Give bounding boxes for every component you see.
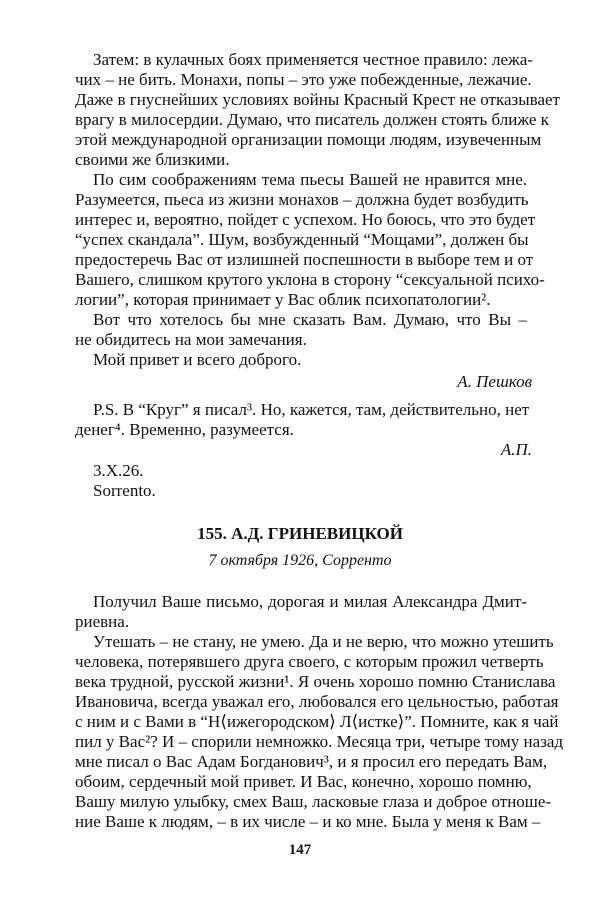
text-line: пил у Вас²? И – спорили немножко. Месяца три, четыре тому назад	[75, 732, 564, 751]
text-line: интерес и, вероятно, пойдет с успехом. Но боюсь, что это будет	[75, 210, 536, 229]
signature: А. Пешков	[457, 372, 532, 391]
text-line: Вашего, слишком крутого уклона в сторону “сексуальной психо-	[75, 270, 545, 289]
postscript-line: денег⁴. Временно, разумеется.	[75, 420, 294, 439]
text-line: века трудной, русской жизни¹. Я очень хорошо помню Станислава	[75, 672, 556, 691]
text-line: По сим соображениям тема пьесы Вашей не нравится мне.	[93, 170, 527, 189]
text-line: чих – не бить. Монахи, попы – это уже побежденные, лежачие.	[75, 70, 532, 89]
text-line: Ивановича, всегда уважал его, любовался его цельностью, работая	[75, 692, 559, 711]
text-line: предостеречь Вас от излишней поспешности в выборе тем и от	[75, 250, 534, 269]
text-line: Даже в гнуснейших условиях войны Красный Крест не отказывает	[75, 90, 560, 109]
postscript-signature: А.П.	[500, 440, 532, 459]
text-line: ние Ваше к людям, – в их числе – и ко мне. Была у меня к Вам –	[75, 812, 541, 831]
text-line: не обидитесь на мои замечания.	[75, 330, 307, 349]
text-line: врагу в милосердии. Думаю, что писатель должен стоять ближе к	[75, 110, 549, 129]
text-line: Мой привет и всего доброго.	[93, 350, 302, 369]
text-line: Вашу милую улыбку, смех Ваш, ласковые глаза и доброе отноше-	[75, 792, 552, 811]
text-line: “успех скандала”. Шум, возбужденный “Мощами”, должен бы	[75, 230, 529, 249]
text-line: Разумеется, пьеса из жизни монахов – должна будет возбудить	[75, 190, 529, 209]
text-line: Утешать – не стану, не умею. Да и не верю, что можно утешить	[93, 632, 554, 651]
text-line: этой международной организации помощи людям, изувеченным	[75, 130, 542, 149]
text-line: Получил Ваше письмо, дорогая и милая Александра Дмит-	[93, 592, 527, 611]
text-line: своими же близкими.	[75, 150, 230, 169]
text-line: логии”, которая принимает у Вас облик психопатологии².	[75, 290, 491, 309]
page-number: 147	[288, 842, 312, 858]
letter-place-line: Sorrento.	[93, 481, 156, 500]
text-line: обоим, сердечный мой привет. И Вас, конечно, хорошо помню,	[75, 772, 532, 791]
postscript-line: P.S. В “Круг” я писал³. Но, кажется, там, действительно, нет	[93, 400, 530, 419]
text-line: риевна.	[75, 612, 130, 631]
letter-heading: 155. А.Д. ГРИНЕВИЦКОЙ	[197, 524, 403, 543]
letter-date-line: 3.X.26.	[93, 461, 144, 480]
letter-dateline: 7 октября 1926, Сорренто	[208, 552, 392, 569]
text-line: Вот что хотелось бы мне сказать Вам. Думаю, что Вы –	[93, 310, 527, 329]
text-line: Затем: в кулачных боях применяется честное правило: лежа-	[93, 50, 533, 69]
text-line: человека, потерявшего друга своего, с которым прожил четверть	[75, 652, 544, 671]
text-line: с ним и с Вами в “Н⟨ижегородском⟩ Л⟨истке⟩”. Помните, как я чай	[75, 712, 559, 731]
text-line: мне писал о Вас Адам Богданович³, и я просил его передать Вам,	[75, 752, 548, 771]
